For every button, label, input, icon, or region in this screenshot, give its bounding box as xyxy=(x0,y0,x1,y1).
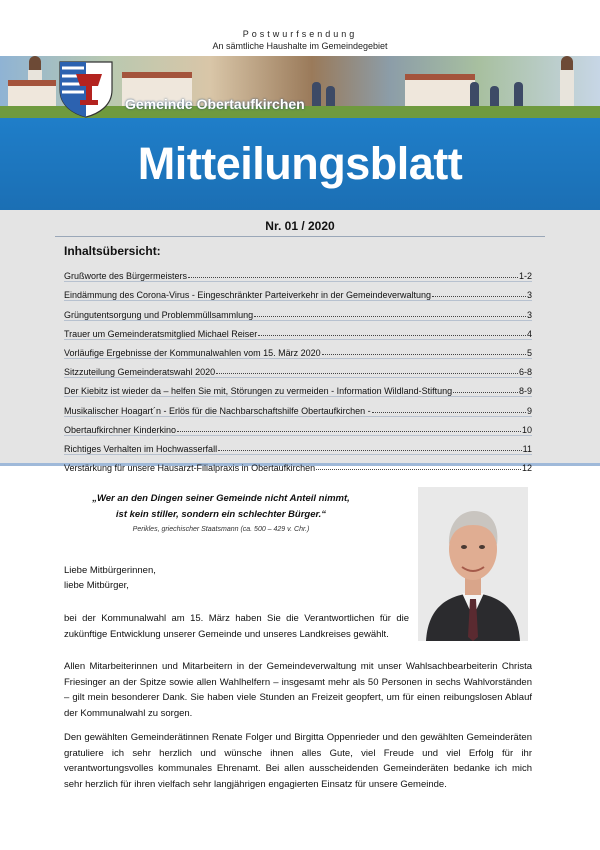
toc-item-title: Obertaufkirchner Kinderkino xyxy=(64,424,177,435)
toc-item[interactable] xyxy=(64,263,532,282)
person-figure xyxy=(490,86,499,108)
toc-item-page: 4 xyxy=(526,328,532,339)
quote-line: „Wer an den Dingen seiner Gemeinde nicht Anteil nimmt, xyxy=(92,493,350,504)
toc-leader xyxy=(453,391,518,393)
toc-item-title: Vorläufige Ergebnisse der Kommunalwahlen vom 15. März 2020 xyxy=(64,347,321,358)
toc-item[interactable] xyxy=(64,301,532,320)
toc-item-page: 10 xyxy=(521,424,532,435)
postal-notice: Postwurfsendung xyxy=(242,29,358,39)
toc-item-page: 5 xyxy=(526,347,532,358)
toc-leader xyxy=(322,353,526,355)
quote-line: ist kein stiller, sondern ein schlechter Bürger.“ xyxy=(115,509,327,520)
toc-item-page: 3 xyxy=(526,290,532,301)
toc-item-page: 11 xyxy=(522,443,532,454)
toc-item-title: Trauer um Gemeinderatsmitglied Michael Reiser xyxy=(64,328,258,339)
toc-leader xyxy=(218,449,522,451)
toc-leader xyxy=(216,372,518,374)
salutation: Liebe Mitbürgerinnen, xyxy=(64,565,156,576)
letter-paragraph: bei der Kommunalwahl am 15. März haben Sie die Verantwortlichen für die zukünftige Entwicklung unserer Gemeinde und unseres Landkreises gewählt. xyxy=(64,613,409,640)
toc-heading: Inhaltsübersicht: xyxy=(64,244,161,258)
toc-item[interactable] xyxy=(64,397,532,416)
toc-leader xyxy=(372,411,526,413)
salutation: liebe Mitbürger, xyxy=(64,580,129,591)
toc-leader xyxy=(188,276,518,278)
toc-item-title: Der Kiebitz ist wieder da – helfen Sie mit, Störungen zu vermeiden - Information Wildland-Stiftung xyxy=(64,386,453,397)
toc-item-title: Eindämmung des Corona-Virus - Eingeschränkter Parteiverkehr in der Gemeindeverwaltung xyxy=(64,290,432,301)
toc-item-page: 9 xyxy=(526,405,532,416)
letter-paragraph: Allen Mitarbeiterinnen und Mitarbeitern in der Gemeindeverwaltung mit unser Wahlsachbearbeiterin Christa Friesinger an der Spitze sowie allen Wahlhelfern – insgesamt mehr als 50 Personen in sechs Wahlvorständen – gilt mein besonderer Dank. Sie haben viele Stunden an Freizeit geopfert, um für einen reibungslosen Ablauf der Kommunalwahl zu sorgen. xyxy=(64,661,532,719)
person-figure xyxy=(514,82,523,108)
toc-item[interactable] xyxy=(64,436,532,455)
person-figure xyxy=(470,82,479,108)
toc-item-page: 6-8 xyxy=(518,367,532,378)
school-building-image xyxy=(405,74,475,108)
toc-item-page: 8-9 xyxy=(518,386,532,397)
toc-leader xyxy=(258,334,526,336)
page-title: Mitteilungsblatt xyxy=(137,138,463,189)
toc-item-title: Grußworte des Bürgermeisters xyxy=(64,271,188,282)
coat-of-arms-icon xyxy=(58,60,114,118)
toc-item-title: Sitzzuteilung Gemeinderatswahl 2020 xyxy=(64,367,216,378)
toc-item[interactable] xyxy=(64,455,532,473)
person-figure xyxy=(326,86,335,108)
toc-item-title: Verstärkung für unsere Hausarzt-Filialpraxis in Obertaufkirchen xyxy=(64,463,316,474)
church-tower-image xyxy=(560,70,574,110)
toc-item-page: 12 xyxy=(521,463,532,474)
toc-item-title: Grüngutentsorgung und Problemmüllsammlung xyxy=(64,309,254,320)
toc-leader xyxy=(254,315,526,317)
toc-leader xyxy=(177,430,521,432)
toc-item-page: 3 xyxy=(526,309,532,320)
toc-leader xyxy=(316,468,521,470)
toc-item[interactable] xyxy=(64,340,532,359)
divider xyxy=(55,236,545,237)
municipality-name: Gemeinde Obertaufkirchen xyxy=(125,96,305,112)
village-building-image xyxy=(8,80,56,108)
letter-paragraph: Den gewählten Gemeinderätinnen Renate Folger und Birgitta Oppenrieder und den gewählten Gemeinderäten gratuliere ich sehr herzlich und wünsche ihnen alles Gute, viel Freude und viel Erfolg für ihr verantwortungsvolles kommunales Ehrenamt. Bei allen ausscheidenden Gemeinderäten bedanke ich mich sehr herzlich für ihren vielfach sehr langjährigen engagierten Einsatz für unsere Gemeinde. xyxy=(64,732,532,790)
toc-item[interactable] xyxy=(64,359,532,378)
toc-item[interactable] xyxy=(64,378,532,397)
toc-item-title: Musikalischer Hoagart´n - Erlös für die Nachbarschaftshilfe Obertaufkirchen - xyxy=(64,405,371,416)
person-figure xyxy=(312,82,321,108)
quote xyxy=(72,491,370,523)
issue-number: Nr. 01 / 2020 xyxy=(265,219,335,233)
quote-attribution: Perikles, griechischer Staatsmann (ca. 500 – 429 v. Chr.) xyxy=(132,526,310,533)
toc-item-title: Richtiges Verhalten im Hochwasserfall xyxy=(64,443,218,454)
address-note: An sämtliche Haushalte im Gemeindegebiet xyxy=(212,41,388,51)
toc-item[interactable] xyxy=(64,321,532,340)
toc-item[interactable] xyxy=(64,282,532,301)
toc-item-page: 1-2 xyxy=(518,271,532,282)
table-of-contents xyxy=(64,263,532,473)
toc-item[interactable] xyxy=(64,417,532,436)
toc-leader xyxy=(432,295,526,297)
